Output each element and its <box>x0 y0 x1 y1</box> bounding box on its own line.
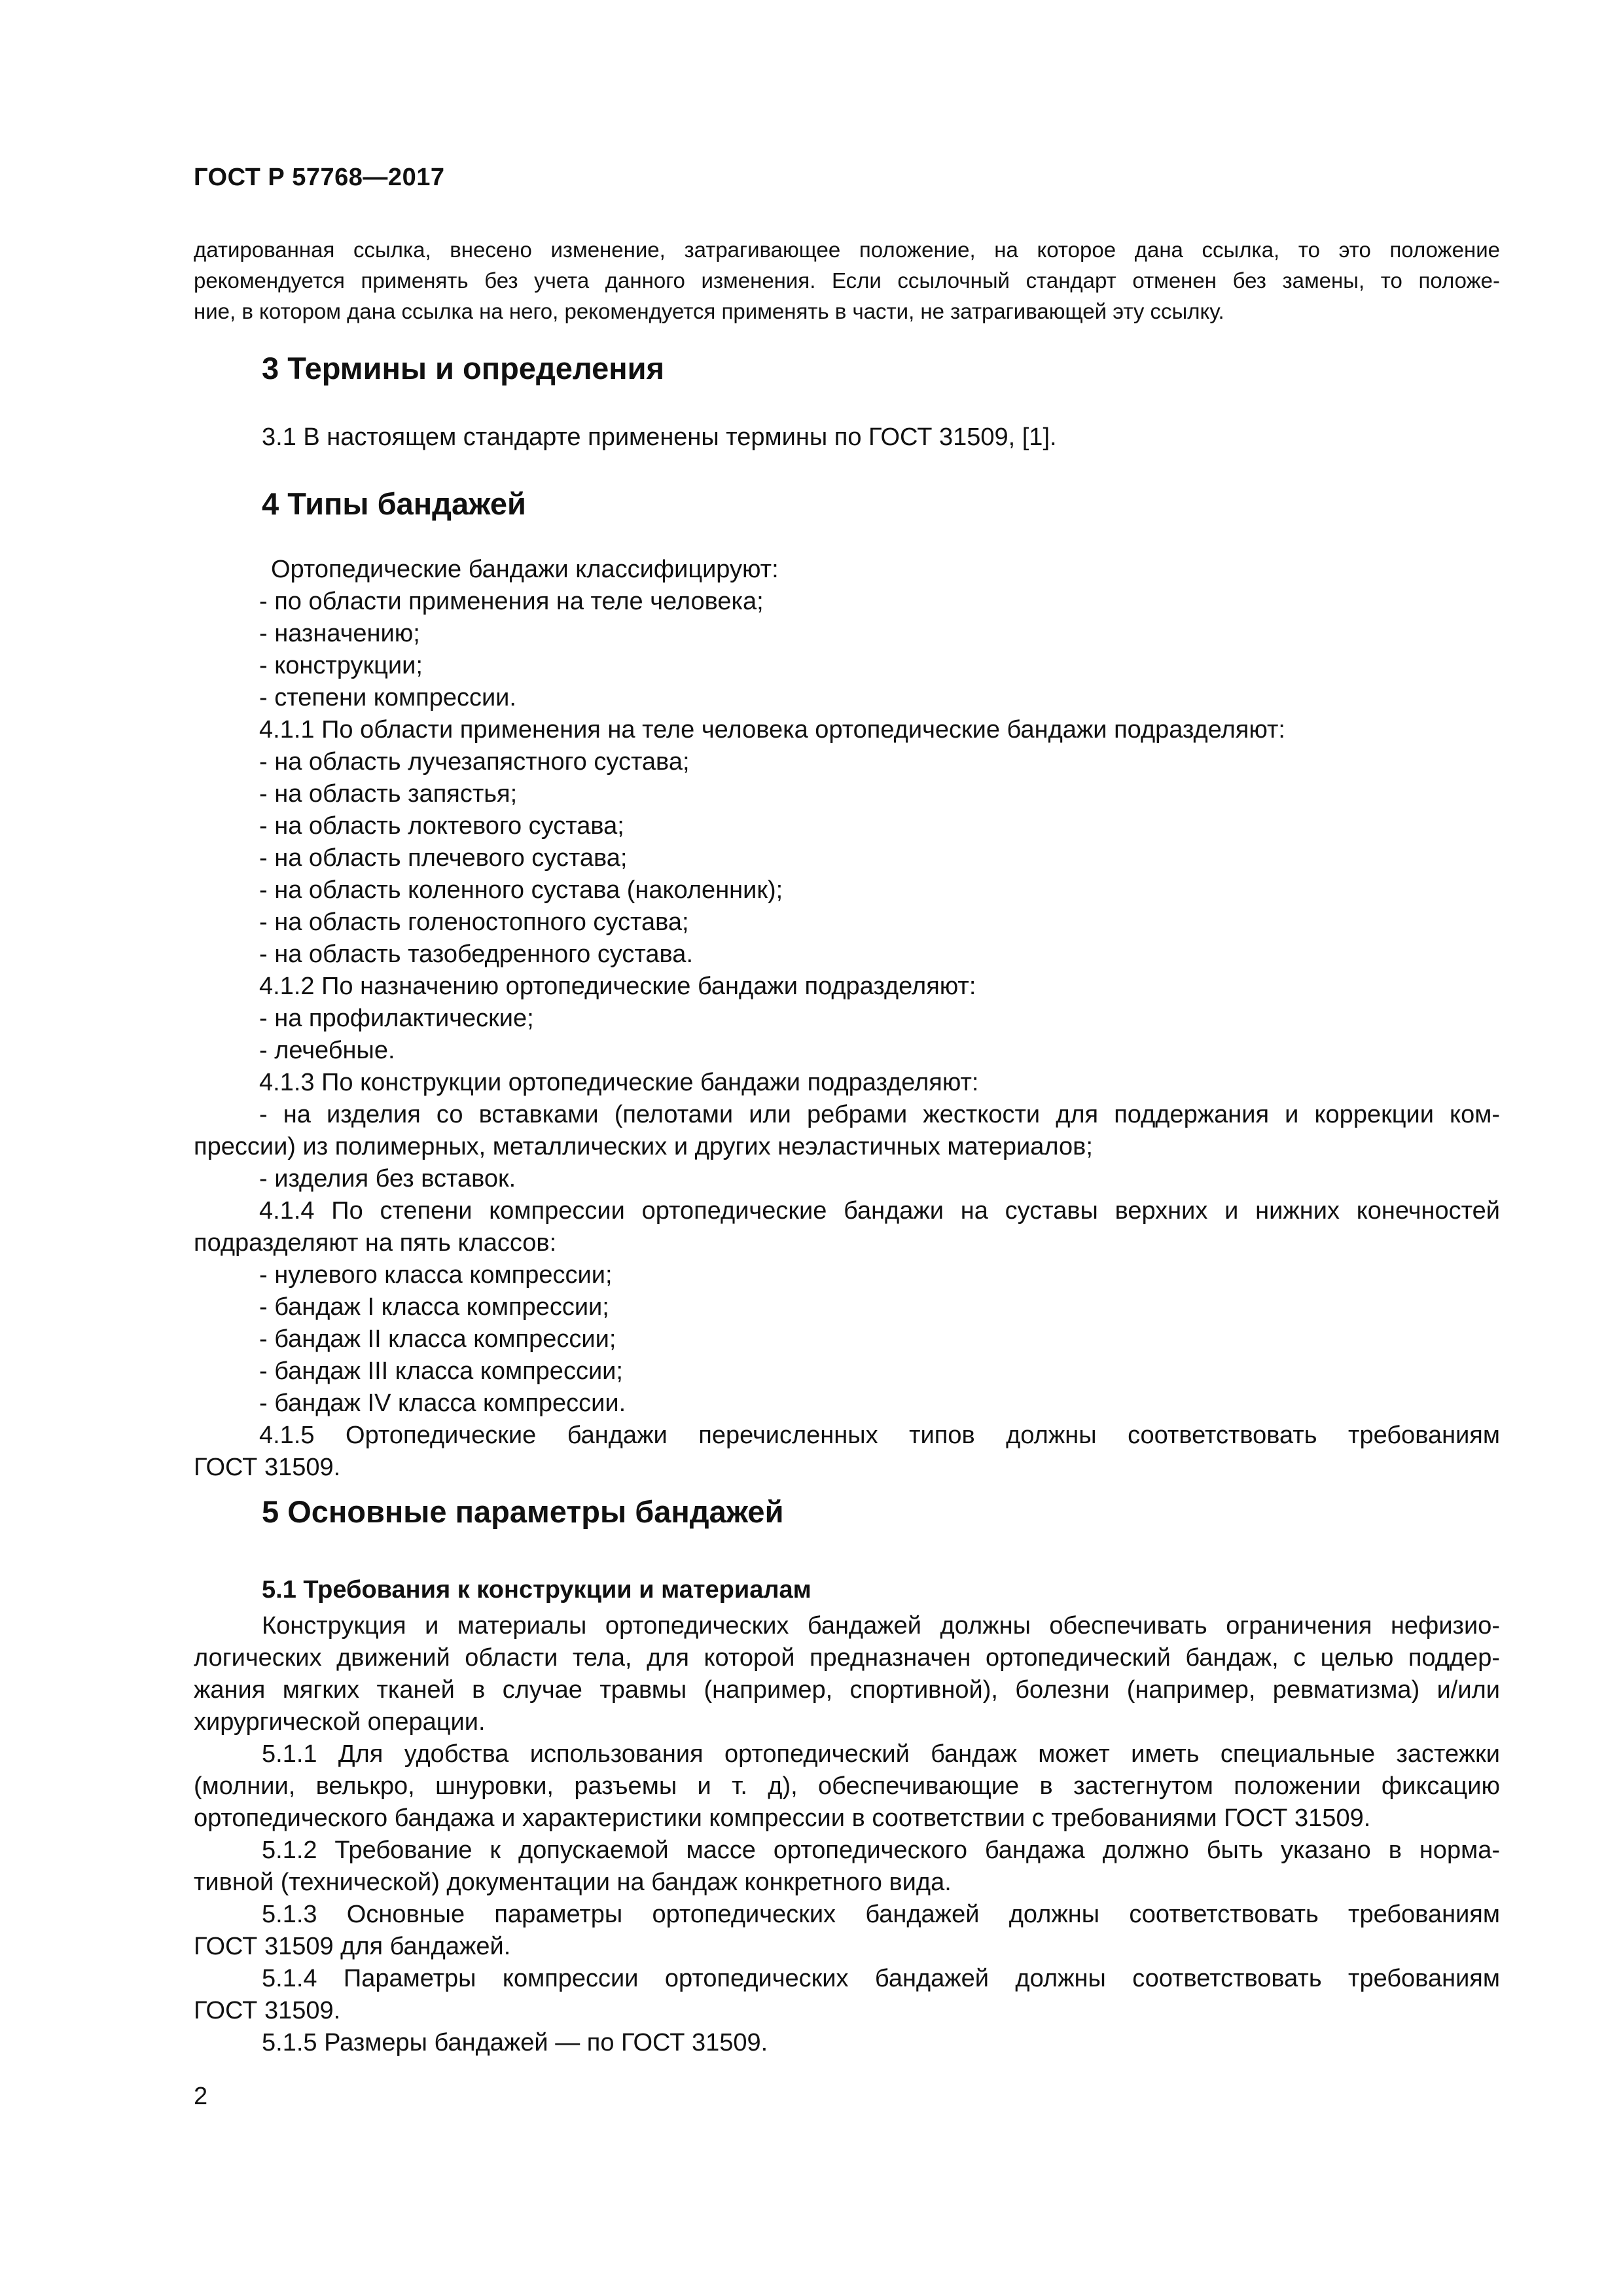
clause-4-1-1: 4.1.1 По области применения на теле человека ортопедические бандажи подразделяют: <box>259 716 1285 744</box>
text-line: Конструкция и материалы ортопедических бандажей должны обеспечивать ограничения нефизио- <box>262 1612 1500 1640</box>
clause-5-1-3: 5.1.3 Основные параметры ортопедических бандажей должны соответствовать требованиям <box>262 1901 1500 1928</box>
text-line: (молнии, велькро, шнуровки, разъемы и т. д), обеспечивающие в застегнутом положении фиксацию <box>194 1772 1500 1800</box>
text-line: логических движений области тела, для которой предназначен ортопедический бандаж, с целью поддер- <box>194 1644 1500 1672</box>
clause-5-1-1: 5.1.1 Для удобства использования ортопедический бандаж может иметь специальные застежки <box>262 1740 1500 1768</box>
text-line: жания мягких тканей в случае травмы (например, спортивной), болезни (например, ревматизма) и/или <box>194 1676 1500 1704</box>
list-item: - конструкции; <box>259 652 423 679</box>
list-item: - на область коленного сустава (наколенник); <box>259 876 783 904</box>
text-line: тивной (технической) документации на бандаж конкретного вида. <box>194 1869 952 1896</box>
clause-4-1-4: 4.1.4 По степени компрессии ортопедические бандажи на суставы верхних и нижних конечностей <box>259 1197 1500 1225</box>
text-line: ГОСТ 31509. <box>194 1997 341 2024</box>
text-line: ние, в котором дана ссылка на него, рекомендуется применять в части, не затрагивающей эту ссылку. <box>194 299 1224 323</box>
list-item: - на область лучезапястного сустава; <box>259 748 690 776</box>
section-5-body <box>194 1610 1500 2059</box>
list-item: - бандаж II класса компрессии; <box>259 1325 616 1353</box>
document-header-code: ГОСТ Р 57768—2017 <box>194 164 445 191</box>
clause-4-1-2: 4.1.2 По назначению ортопедические бандажи подразделяют: <box>259 973 976 1000</box>
list-item: - бандаж IV класса компрессии. <box>259 1390 626 1417</box>
text-line: рекомендуется применять без учета данного изменения. Если ссылочный стандарт отменен без замены, то положе- <box>194 268 1500 293</box>
list-item: - степени компрессии. <box>259 684 516 711</box>
list-item: - бандаж I класса компрессии; <box>259 1293 609 1321</box>
section-4-title: 4 Типы бандажей <box>262 486 526 521</box>
text-line: ГОСТ 31509 для бандажей. <box>194 1933 511 1960</box>
page-number: 2 <box>194 2083 208 2110</box>
list-item: - на область тазобедренного сустава. <box>259 941 693 968</box>
text-line: ортопедического бандажа и характеристики компрессии в соответствии с требованиями ГОСТ 31509. <box>194 1804 1371 1832</box>
section-5-title: 5 Основные параметры бандажей <box>262 1494 784 1529</box>
section-4-body <box>194 554 1500 1484</box>
subsection-5-1-title: 5.1 Требования к конструкции и материалам <box>262 1576 812 1604</box>
text-line: подразделяют на пять классов: <box>194 1229 557 1257</box>
section-3-title: 3 Термины и определения <box>262 351 664 386</box>
text-line: прессии) из полимерных, металлических и других неэластичных материалов; <box>194 1133 1093 1160</box>
clause-4-1-3: 4.1.3 По конструкции ортопедические бандажи подразделяют: <box>259 1069 979 1096</box>
list-item: - на область голеностопного сустава; <box>259 908 689 936</box>
intro-paragraph <box>194 234 1500 327</box>
clause-5-1-4: 5.1.4 Параметры компрессии ортопедических бандажей должны соответствовать требованиям <box>262 1965 1500 1992</box>
list-item: - по области применения на теле человека; <box>259 588 764 615</box>
clause-4-1-5: 4.1.5 Ортопедические бандажи перечисленных типов должны соответствовать требованиям <box>259 1422 1500 1449</box>
list-item: - на область запястья; <box>259 780 518 808</box>
list-item: - на изделия со вставками (пелотами или ребрами жесткости для поддержания и коррекции ком- <box>259 1101 1500 1128</box>
text-line: хирургической операции. <box>194 1708 486 1736</box>
clause-5-1-2: 5.1.2 Требование к допускаемой массе ортопедического бандажа должно быть указано в норма- <box>262 1837 1500 1864</box>
list-item: - на профилактические; <box>259 1005 534 1032</box>
list-item: - назначению; <box>259 620 420 647</box>
text-line: Ортопедические бандажи классифицируют: <box>271 556 779 583</box>
text-line: ГОСТ 31509. <box>194 1454 341 1481</box>
section-3-paragraph <box>194 422 1500 454</box>
text-line: 3.1 В настоящем стандарте применены термины по ГОСТ 31509, [1]. <box>262 423 1057 451</box>
list-item: - нулевого класса компрессии; <box>259 1261 613 1289</box>
list-item: - изделия без вставок. <box>259 1165 516 1193</box>
clause-5-1-5: 5.1.5 Размеры бандажей — по ГОСТ 31509. <box>262 2029 768 2056</box>
list-item: - на область плечевого сустава; <box>259 844 628 872</box>
list-item: - на область локтевого сустава; <box>259 812 624 840</box>
list-item: - лечебные. <box>259 1037 395 1064</box>
text-line: датированная ссылка, внесено изменение, затрагивающее положение, на которое дана ссылка, то это положение <box>194 238 1500 262</box>
list-item: - бандаж III класса компрессии; <box>259 1357 623 1385</box>
